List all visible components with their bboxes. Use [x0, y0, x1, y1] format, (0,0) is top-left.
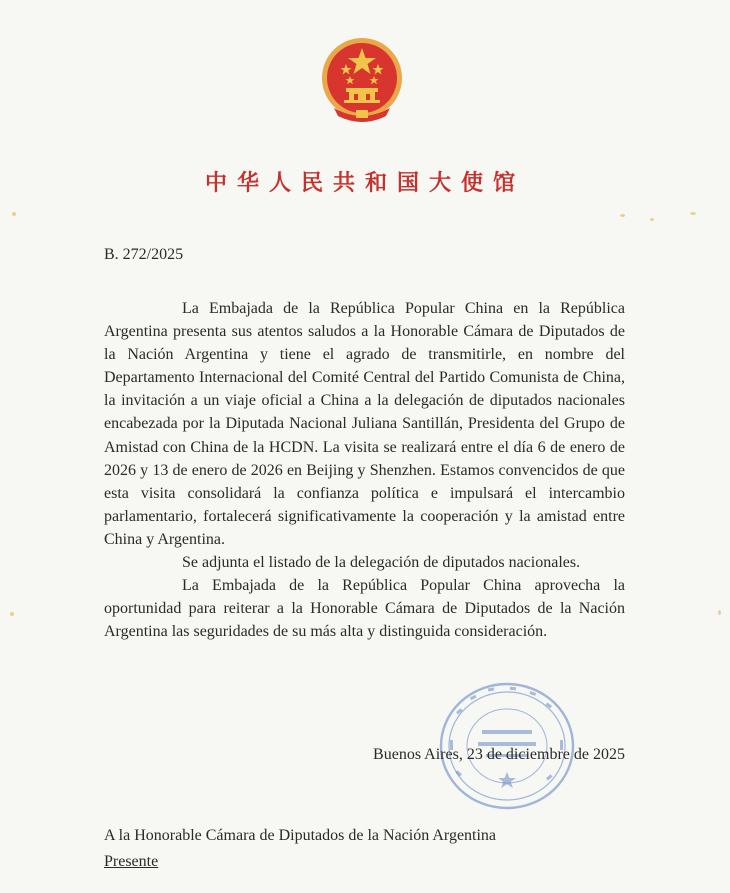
embassy-name: 中华人民共和国大使馆: [204, 170, 525, 196]
paper-speck: [718, 610, 721, 615]
paper-speck: [12, 212, 16, 216]
paper-speck: [620, 214, 625, 217]
national-emblem-icon: [320, 34, 404, 126]
paper-speck: [650, 218, 654, 221]
addressee: A la Honorable Cámara de Diputados de la Nación Argentina: [104, 827, 497, 844]
closing-word: Presente: [104, 853, 159, 870]
letter-body: [104, 297, 625, 643]
paragraph-invitation: La Embajada de la República Popular China en la República Argentina presenta sus atentos saludos a la Honorable Cámara de Diputados de la Nación Argentina y tiene el agrado de transmitirle, en nombre del Departamento Internacional del Comité Central del Partido Comunista de China, la invitación a un viaje oficial a China a la delegación de diputados nacionales encabezada por la Diputada Nacional Juliana Santillán, Presidenta del Grupo de Amistad con China de la HCDN. La visita se realizará entre el día 6 de enero de 2026 y 13 de enero de 2026 en Beijing y Shenzhen. Estamos convencidos de que esta visita consolidará la confianza política e impulsará el intercambio parlamentario, fortalecerá significativamente la cooperación y la amistad entre China y Argentina.: [104, 300, 625, 548]
reference-number: B. 272/2025: [104, 246, 184, 263]
paragraph-attachment: Se adjunta el listado de la delegación de diputados nacionales.: [182, 554, 581, 572]
place-date: Buenos Aires, 23 de diciembre de 2025: [373, 746, 625, 763]
paper-speck: [10, 612, 14, 616]
paragraph-closing: La Embajada de la República Popular China aprovecha la oportunidad para reiterar a la Honorable Cámara de Diputados de la Nación Argentina las seguridades de su más alta y distinguida consideración.: [104, 577, 625, 641]
paper-speck: [690, 212, 696, 215]
